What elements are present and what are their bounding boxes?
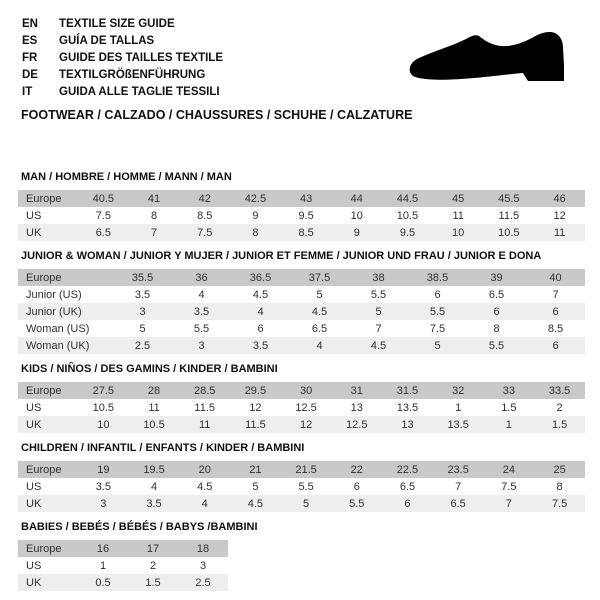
table-row <box>18 461 585 478</box>
size-cell: 5 <box>252 480 259 493</box>
size-cell: 6 <box>257 322 264 335</box>
table-row <box>18 190 585 207</box>
size-cell: 27.5 <box>92 384 115 397</box>
size-cell: 20 <box>198 463 211 476</box>
size-cell: 5 <box>316 288 323 301</box>
table-row <box>18 337 585 354</box>
size-cell: 33.5 <box>548 384 571 397</box>
size-cell: 11 <box>553 226 566 239</box>
size-cell: 11 <box>452 209 464 222</box>
table-row <box>18 382 585 399</box>
size-cell: 7.5 <box>501 480 517 493</box>
size-cell: 9 <box>252 209 259 222</box>
size-cell: 4.5 <box>370 339 387 352</box>
size-cell: 2 <box>556 401 563 414</box>
size-cell: 21.5 <box>295 463 317 476</box>
size-cell: 1.5 <box>551 418 568 431</box>
size-cell: 5.5 <box>429 305 446 318</box>
row-label: Europe <box>26 192 62 205</box>
size-cell: 7.5 <box>551 497 568 510</box>
size-cell: 29.5 <box>244 384 267 397</box>
section-title: MAN / HOMBRE / HOMME / MANN / MAN <box>21 171 232 183</box>
size-cell: 10.5 <box>143 418 165 431</box>
size-cell: 1.5 <box>501 401 517 414</box>
size-cell: 9.5 <box>298 209 314 222</box>
size-cell: 5 <box>375 305 382 318</box>
size-cell: 8.5 <box>197 209 213 222</box>
section-title: CHILDREN / INFANTIL / ENFANTS / KINDER / BAMBINI <box>21 442 305 454</box>
size-cell: 1 <box>455 401 462 414</box>
size-cell: 25 <box>553 463 566 476</box>
size-cell: 11.5 <box>498 209 520 222</box>
row-label: Junior (US) <box>26 288 82 301</box>
language-code: ES <box>22 35 38 47</box>
size-cell: 41 <box>147 192 161 205</box>
size-cell: 2.5 <box>195 576 211 589</box>
row-label: Europe <box>26 271 62 284</box>
size-cell: 10.5 <box>92 401 115 414</box>
size-section <box>18 251 585 354</box>
size-cell: 38.5 <box>426 271 449 284</box>
language-label: GUIDA ALLE TAGLIE TESSILI <box>59 86 220 98</box>
size-cell: 7 <box>505 497 512 510</box>
size-cell: 5.5 <box>370 288 387 301</box>
size-cell: 3.5 <box>146 497 162 510</box>
size-cell: 5.5 <box>298 480 314 493</box>
size-cell: 10 <box>350 209 363 222</box>
size-cell: 7 <box>455 480 462 493</box>
size-cell: 36 <box>195 271 208 284</box>
table-row <box>18 303 585 320</box>
table-row <box>18 224 585 241</box>
size-cell: 10 <box>452 226 465 239</box>
size-cell: 13.5 <box>447 418 469 431</box>
size-cell: 6 <box>353 480 360 493</box>
size-cell: 4.5 <box>247 497 264 510</box>
size-cell: 1 <box>505 418 512 431</box>
size-cell: 28 <box>147 384 161 397</box>
size-cell: 8.5 <box>547 322 564 335</box>
size-cell: 6.5 <box>95 226 111 239</box>
size-cell: 5 <box>434 339 441 352</box>
size-cell: 4.5 <box>197 480 213 493</box>
size-cell: 6 <box>552 339 559 352</box>
size-section <box>18 172 585 241</box>
size-section <box>18 364 585 433</box>
size-cell: 10.5 <box>498 226 520 239</box>
size-cell: 11 <box>199 418 211 431</box>
table-row <box>18 207 585 224</box>
row-label: Woman (UK) <box>26 339 90 352</box>
size-cell: 28.5 <box>194 384 216 397</box>
size-cell: 5 <box>303 497 310 510</box>
size-cell: 9 <box>353 226 360 239</box>
table-row <box>18 540 228 557</box>
size-cell: 3.5 <box>95 480 111 493</box>
size-cell: 7.5 <box>95 209 111 222</box>
language-code: FR <box>22 52 38 64</box>
row-label: Woman (US) <box>26 322 90 335</box>
size-tables <box>18 172 585 591</box>
size-cell: 4 <box>201 497 208 510</box>
size-cell: 3 <box>100 497 107 510</box>
size-cell: 11.5 <box>194 401 216 414</box>
size-table <box>18 269 585 354</box>
size-cell: 44 <box>350 192 363 205</box>
table-row <box>18 416 585 433</box>
table-row <box>18 495 585 512</box>
size-cell: 5 <box>139 322 146 335</box>
size-cell: 32 <box>452 384 465 397</box>
language-code: IT <box>22 86 33 98</box>
language-label: TEXTILGRÖßENFÜHRUNG <box>59 69 206 81</box>
row-label: Junior (UK) <box>26 305 82 318</box>
size-cell: 10.5 <box>396 209 419 222</box>
section-title: JUNIOR & WOMAN / JUNIOR Y MUJER / JUNIOR ET FEMME / JUNIOR UND FRAU / JUNIOR E DONA <box>21 250 542 262</box>
size-cell: 10 <box>97 418 110 431</box>
size-cell: 9.5 <box>399 226 416 239</box>
size-cell: 12 <box>299 418 313 431</box>
table-row <box>18 399 585 416</box>
table-row <box>18 269 585 286</box>
section-title: BABIES / BEBÉS / BÉBÉS / BABYS /BAMBINI <box>21 521 258 533</box>
size-cell: 6 <box>404 497 411 510</box>
size-table <box>18 190 585 241</box>
size-cell: 31.5 <box>396 384 419 397</box>
size-cell: 4.5 <box>311 305 328 318</box>
size-cell: 31 <box>350 384 363 397</box>
size-cell: 36.5 <box>249 271 272 284</box>
size-cell: 5.5 <box>349 497 365 510</box>
language-label: GUÍA DE TALLAS <box>59 35 155 47</box>
size-cell: 38 <box>372 271 385 284</box>
size-cell: 2.5 <box>134 339 151 352</box>
size-cell: 6 <box>434 288 441 301</box>
size-cell: 35.5 <box>131 271 154 284</box>
size-cell: 7.5 <box>429 322 446 335</box>
size-cell: 8 <box>556 480 563 493</box>
size-cell: 12.5 <box>346 418 368 431</box>
table-row <box>18 320 585 337</box>
size-cell: 40.5 <box>92 192 115 205</box>
size-table <box>18 540 228 591</box>
size-cell: 19 <box>97 463 110 476</box>
category-line: FOOTWEAR / CALZADO / CHAUSSURES / SCHUHE / CALZATURE <box>21 108 413 122</box>
size-cell: 8 <box>493 322 500 335</box>
row-label: US <box>26 559 42 572</box>
dress-shoe-icon <box>404 30 572 88</box>
size-cell: 8 <box>252 226 259 239</box>
size-cell: 3.5 <box>134 288 151 301</box>
size-cell: 4 <box>316 339 323 352</box>
row-label: US <box>26 209 42 222</box>
row-label: Europe <box>26 463 62 476</box>
size-cell: 17 <box>146 542 160 555</box>
size-cell: 3 <box>199 559 207 572</box>
size-cell: 4 <box>257 305 264 318</box>
section-title: KIDS / NIÑOS / DES GAMINS / KINDER / BAMBINI <box>21 363 278 375</box>
size-cell: 4 <box>150 480 158 493</box>
table-row <box>18 557 228 574</box>
size-cell: 6 <box>552 305 559 318</box>
size-cell: 30 <box>299 384 313 397</box>
size-cell: 11.5 <box>245 418 266 431</box>
size-cell: 11 <box>148 401 160 414</box>
size-cell: 19.5 <box>143 463 165 476</box>
size-cell: 6.5 <box>450 497 466 510</box>
size-cell: 42.5 <box>244 192 267 205</box>
size-cell: 43 <box>299 192 313 205</box>
size-cell: 7 <box>150 226 158 239</box>
row-label: US <box>26 480 42 493</box>
size-cell: 16 <box>96 542 110 555</box>
size-cell: 5.5 <box>488 339 505 352</box>
size-cell: 5.5 <box>193 322 210 335</box>
row-label: Europe <box>26 384 62 397</box>
size-section <box>18 443 585 512</box>
size-cell: 4 <box>198 288 205 301</box>
size-cell: 6 <box>493 305 500 318</box>
row-label: UK <box>26 418 42 431</box>
size-table <box>18 382 585 433</box>
row-label: UK <box>26 226 42 239</box>
size-cell: 3 <box>198 339 205 352</box>
size-cell: 0.5 <box>95 576 111 589</box>
row-label: US <box>26 401 42 414</box>
size-cell: 45 <box>452 192 465 205</box>
size-cell: 22 <box>350 463 363 476</box>
size-cell: 3.5 <box>252 339 269 352</box>
size-cell: 44.5 <box>396 192 419 205</box>
size-cell: 7 <box>552 288 559 301</box>
table-row <box>18 478 585 495</box>
size-cell: 33 <box>502 384 515 397</box>
row-label: UK <box>26 497 42 510</box>
language-code: DE <box>22 69 38 81</box>
size-cell: 1.5 <box>145 576 161 589</box>
size-table <box>18 461 585 512</box>
size-cell: 45.5 <box>498 192 520 205</box>
size-cell: 3 <box>139 305 146 318</box>
size-cell: 40 <box>549 271 562 284</box>
size-cell: 13.5 <box>396 401 419 414</box>
size-cell: 8.5 <box>298 226 314 239</box>
size-cell: 39 <box>490 271 503 284</box>
size-cell: 23.5 <box>447 463 469 476</box>
row-label: Europe <box>26 542 62 555</box>
size-cell: 12.5 <box>295 401 317 414</box>
size-cell: 1 <box>99 559 107 572</box>
size-cell: 13 <box>350 401 363 414</box>
table-row <box>18 574 228 591</box>
size-cell: 42 <box>198 192 211 205</box>
language-label: TEXTILE SIZE GUIDE <box>59 18 175 30</box>
size-cell: 22.5 <box>396 463 419 476</box>
size-cell: 4.5 <box>252 288 269 301</box>
size-cell: 7.5 <box>197 226 213 239</box>
size-cell: 3.5 <box>193 305 210 318</box>
size-cell: 37.5 <box>308 271 331 284</box>
size-cell: 12 <box>553 209 566 222</box>
language-label: GUIDE DES TAILLES TEXTILE <box>59 52 223 64</box>
table-row <box>18 286 585 303</box>
size-cell: 24 <box>502 463 515 476</box>
size-cell: 21 <box>249 463 262 476</box>
size-cell: 46 <box>553 192 566 205</box>
size-cell: 6.5 <box>488 288 505 301</box>
size-cell: 12 <box>249 401 262 414</box>
size-cell: 13 <box>401 418 414 431</box>
size-cell: 8 <box>150 209 158 222</box>
size-cell: 18 <box>196 542 210 555</box>
size-cell: 7 <box>375 322 382 335</box>
size-section <box>18 522 585 591</box>
size-cell: 6.5 <box>311 322 328 335</box>
size-cell: 6.5 <box>399 480 416 493</box>
language-code: EN <box>22 18 38 30</box>
row-label: UK <box>26 576 42 589</box>
size-cell: 2 <box>149 559 157 572</box>
